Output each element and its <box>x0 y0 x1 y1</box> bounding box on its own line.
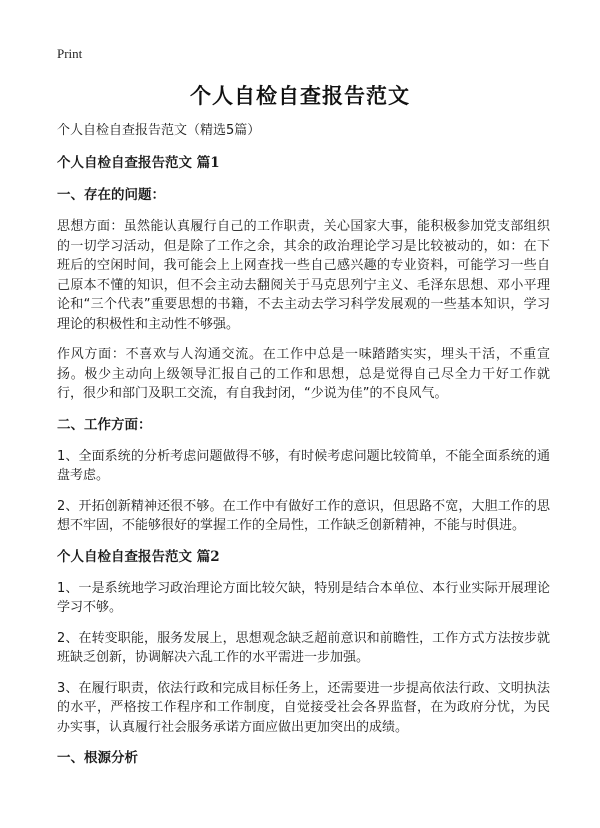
paragraph-work-2: 2、开拓创新精神还很不够。在工作中有做好工作的意识，但思路不宽，大胆工作的思想不牢固，不能够很好的掌握工作的全局性，工作缺乏创新精神，不能与时俱进。 <box>57 498 550 533</box>
document-title: 个人自检自查报告范文 <box>190 84 410 108</box>
section-heading-problems: 一、存在的问题： <box>57 187 165 203</box>
paragraph-thinking: 思想方面：虽然能认真履行自己的工作职责，关心国家大事，能积极参加党支部组织的一切学习活动，但是除了工作之余，其余的政治理论学习是比较被动的，如：在下班后的空闲时间，我可能会上上网查找一些自己感兴趣的专业资料，可能学习一些自己原本不懂的知识，但不会主动去翻阅关于马克思列宁主义、毛泽东思想、邓小平理论和“三个代表”重要思想的书籍，不去主动去学习科学发展观的一些基本知识，学习理论的积极性和主动性不够强。 <box>57 219 550 332</box>
paragraph-article2-2: 2、在转变职能，服务发展上，思想观念缺乏超前意识和前瞻性，工作方式方法按步就班缺乏创新，协调解决六乱工作的水平需进一步加强。 <box>57 630 550 665</box>
article-heading-2: 个人自检自查报告范文 篇2 <box>57 548 220 565</box>
paragraph-article2-1: 1、一是系统地学习政治理论方面比较欠缺，特别是结合本单位、本行业实际开展理论学习不够。 <box>57 580 550 615</box>
paragraph-style: 作风方面：不喜欢与人沟通交流。在工作中总是一味踏踏实实，埋头干活，不重宣扬。极少主动向上级领导汇报自己的工作和思想，总是觉得自己尽全力干好工作就行，很少和部门及职工交流，有自我封闭，“少说为佳”的不良风气。 <box>57 347 550 401</box>
document-body <box>57 121 550 780</box>
paragraph-article2-3: 3、在履行职责，依法行政和完成目标任务上，还需要进一步提高依法行政、文明执法的水平，严格按工作程序和工作制度，自觉接受社会各界监督，在为政府分忧，为民办实事，认真履行社会服务承诺方面应做出更加突出的成绩。 <box>57 680 550 735</box>
section-heading-root-cause: 一、根源分析 <box>57 750 138 766</box>
paragraph-work-1: 1、全面系统的分析考虑问题做得不够，有时候考虑问题比较简单，不能全面系统的通盘考虑。 <box>57 448 550 483</box>
section-heading-work: 二、工作方面： <box>57 416 152 433</box>
document-subtitle: 个人自检自查报告范文（精选5篇） <box>57 123 261 138</box>
print-link[interactable]: Print <box>57 46 83 61</box>
article-heading-1: 个人自检自查报告范文 篇1 <box>57 155 220 171</box>
